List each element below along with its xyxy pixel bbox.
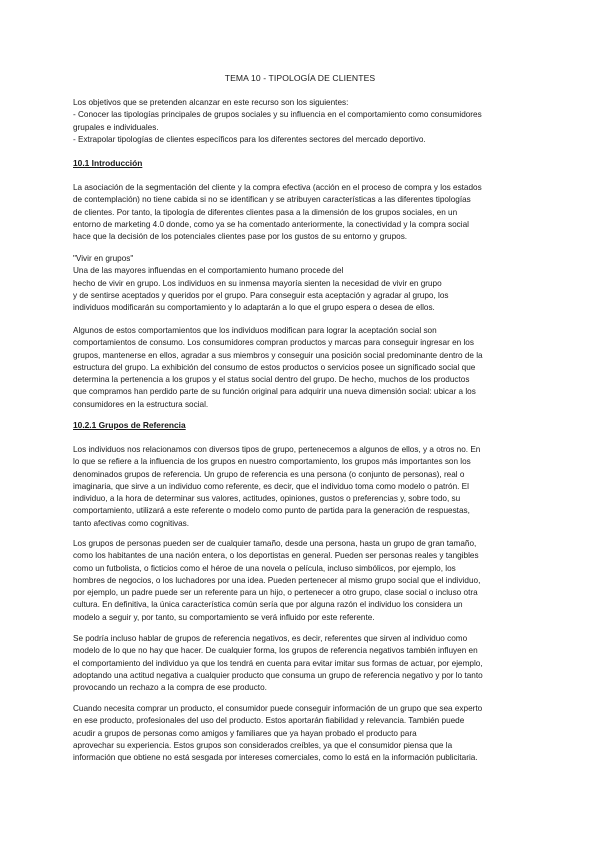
paragraph-line: individuos modificarán su comportamiento y lo adaptarán a lo que el grupo espera o desea de ellos.: [73, 303, 435, 313]
paragraph-line: denominados grupos de referencia. Un grupo de referencia es una persona (o conjunto de personas), real o: [73, 469, 465, 479]
paragraph-line: comportamientos de consumo. Los consumidores compran productos y marcas para conseguir ingresar en los: [73, 338, 474, 348]
section-heading-grupos-de-referencia: 10.2.1 Grupos de Referencia: [73, 420, 186, 430]
paragraph-line: provocando un rechazo a la compra de ese producto.: [73, 683, 267, 693]
paragraph-line: hecho de vivir en grupo. Los individuos en su inmensa mayoría sienten la necesidad de vivir en grupo: [73, 278, 442, 288]
paragraph-line: de contemplación) no tiene cabida si no se identifican y se atribuyen características a las diferentes tipologías: [73, 195, 471, 205]
objective-item: - Conocer las tipologías principales de grupos sociales y su influencia en el comportamiento como consumidores: [73, 110, 482, 120]
objectives-intro: Los objetivos que se pretenden alcanzar en este recurso son los siguientes:: [73, 98, 349, 107]
paragraph-line: que compramos han perdido parte de su función original para adquirir una nueva dimensión social: ubicar a los: [73, 387, 476, 397]
paragraph-line: información que obtiene no está sesgada por intereses comerciales, como lo está en la información publicitaria.: [73, 753, 478, 763]
vivir-en-grupos-paragraph: [73, 253, 533, 314]
paragraph-line: determina la pertenencia a los grupos y el status social dentro del grupo. De hecho, muchos de los productos: [73, 375, 470, 385]
intro-paragraph: [73, 182, 533, 243]
paragraph-line: lo que se refiere a la influencia de los grupos en nuestro comportamiento, los grupos más importantes son los: [73, 457, 471, 467]
paragraph-line: como los habitantes de una nación entera, o los deportistas en general. Pueden ser personas reales y tangibles: [73, 551, 479, 561]
referencia-paragraph-1: [73, 444, 533, 530]
paragraph-line: Se podría incluso hablar de grupos de referencia negativos, es decir, referentes que sirven al individuo como: [73, 634, 468, 643]
paragraph-line: tanto afectivas como cognitivas.: [73, 518, 190, 528]
paragraph-line: imaginaria, que sirve a un individuo como referente, es decir, que el individuo toma como modelo o patrón. El: [73, 481, 469, 491]
objective-item: - Extrapolar tipologías de clientes específicos para los diferentes sectores del mercado deportivo.: [73, 134, 426, 144]
section-heading-introduccion: 10.1 Introducción: [73, 158, 143, 168]
algunos-paragraph: [73, 325, 533, 411]
paragraph-line: cultura. En definitiva, la única característica común sería que por alguna razón el individuo los considera un: [73, 600, 463, 610]
paragraph-line: por ejemplo, un padre puede ser un referente para un hijo, o pertenecer a otro grupo, clase social o incluso otra: [73, 588, 478, 598]
paragraph-line: La asociación de la segmentación del cliente y la compra efectiva (acción en el proceso de compra y los estados: [73, 183, 482, 192]
paragraph-line: modelo de lo que no hay que hacer. De cualquier forma, los grupos de referencia negativos también influyen en: [73, 646, 478, 656]
paragraph-line: adoptando una actitud negativa a cualquier producto que consuma un grupo de referencia negativo y por lo tanto: [73, 670, 483, 680]
paragraph-line: Los individuos nos relacionamos con diversos tipos de grupo, pertenecemos a algunos de ellos, y a otros no. En: [73, 445, 481, 454]
paragraph-line: hombres de negocios, o los luchadores por una idea. Pueden pertenecer al mismo grupo social que el individuo,: [73, 575, 481, 585]
paragraph-line: acudir a grupos de personas como amigos y familiares que ya hayan probado el producto para: [73, 728, 417, 738]
paragraph-line: estructura del grupo. La exhibición del consumo de estos productos o servicios posee un significado social que: [73, 362, 476, 372]
objectives-block: [73, 97, 533, 146]
document-title: TEMA 10 - TIPOLOGÍA DE CLIENTES: [224, 73, 376, 83]
quote-heading: "Vivir en grupos": [73, 254, 134, 263]
paragraph-line: Cuando necesita comprar un producto, el consumidor puede conseguir información de un grupo que sea experto: [73, 704, 483, 713]
paragraph-line: aprovechar su experiencia. Estos grupos son considerados creíbles, ya que el consumidor piensa que la: [73, 740, 453, 750]
paragraph-line: como un futbolista, o ficticios como el héroe de una novela o película, incluso simbólicos, por ejemplo, los: [73, 563, 456, 573]
paragraph-line: en ese producto, profesionales del uso del producto. Estos aportarán fiabilidad y relevancia. También puede: [73, 716, 465, 726]
paragraph-line: Algunos de estos comportamientos que los individuos modifican para lograr la aceptación social son: [73, 326, 437, 335]
paragraph-line: Una de las mayores influendas en el comportamiento humano procede del: [73, 266, 344, 276]
paragraph-line: el comportamiento del individuo ya que los tendrá en cuenta para evitar imitar sus formas de actuar, por ejemplo,: [73, 658, 483, 668]
paragraph-line: individuo, a la hora de determinar sus valores, actitudes, opiniones, gustos o preferencias y, sobre todo, su: [73, 494, 461, 504]
objective-item-continuation: grupales e individuales.: [73, 122, 159, 132]
referencia-paragraph-2: [73, 538, 533, 624]
paragraph-line: y de sentirse aceptados y queridos por el grupo. Para conseguir esta aceptación y agradar al grupo, los: [73, 290, 449, 300]
paragraph-line: comportamiento, utilizará a este referente o modelo como punto de partida para la generación de respuestas,: [73, 506, 470, 516]
paragraph-line: Los grupos de personas pueden ser de cualquier tamaño, desde una persona, hasta un grupo de gran tamaño,: [73, 539, 477, 548]
paragraph-line: modelo a seguir y, por tanto, su comportamiento se verá influido por este referente.: [73, 612, 375, 622]
referencia-paragraph-4: [73, 703, 533, 764]
paragraph-line: grupos, mantenerse en ellos, agradar a sus miembros y conseguir una posición social predominante dentro de la: [73, 350, 483, 360]
referencia-paragraph-3: [73, 633, 533, 694]
paragraph-line: consumidores en la estructura social.: [73, 399, 209, 409]
paragraph-line: de clientes. Por tanto, la tipología de diferentes clientes pasa a la dimensión de los grupos sociales, en un: [73, 207, 458, 217]
paragraph-line: hace que la decisión de los potenciales clientes pase por los gustos de su entorno y grupos.: [73, 232, 408, 242]
paragraph-line: entorno de marketing 4.0 donde, como ya se ha comentado anteriormente, la conectividad y la compra social: [73, 219, 469, 229]
